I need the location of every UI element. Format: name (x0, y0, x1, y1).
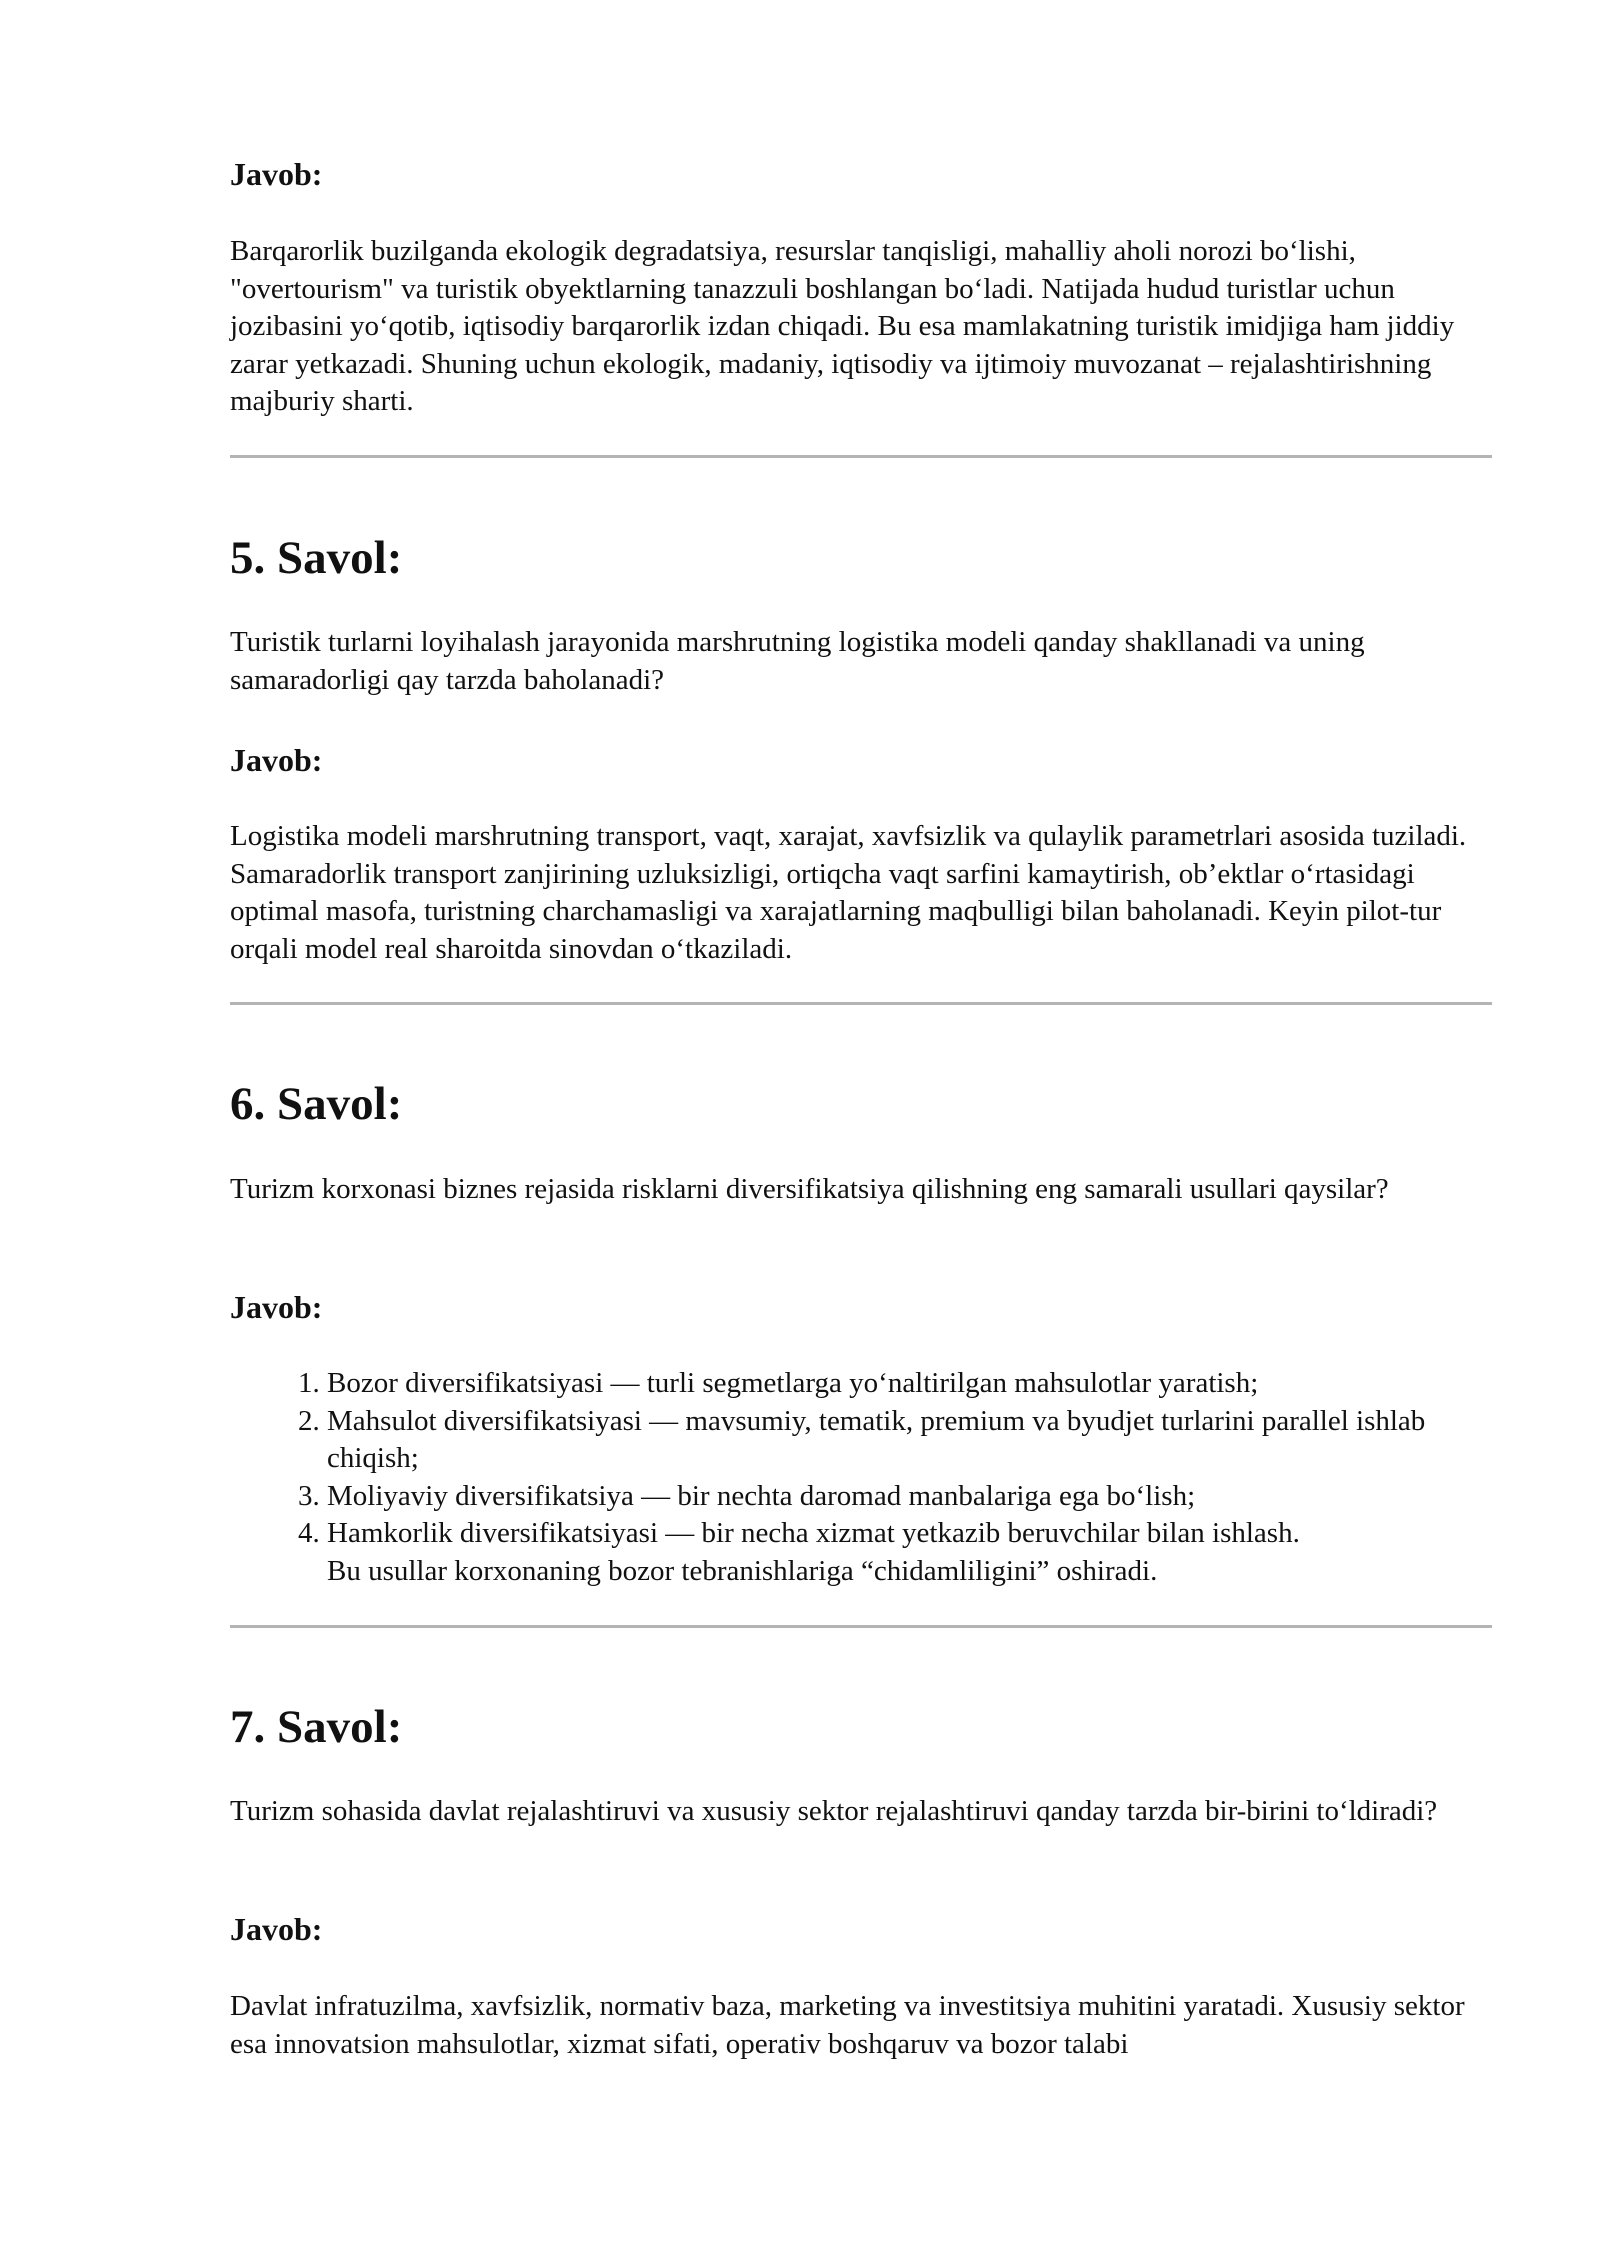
section6-answer-label (230, 1287, 1492, 1327)
answer-text: Barqarorlik buzilganda ekologik degradatsiya, resurslar tanqisligi, mahalliy aholi norozi bo‘lishi, "overtourism" va turistik obyektlarning tanazzuli boshlangan bo‘ladi. Natijada hudud turistlar uchun jozibasini yo‘qotib, iqtisodiy barqarorlik izdan chiqadi. Bu esa mamlakatning turistik imidjiga ham jiddiy zarar yetkazadi. Shuning uchun ekologik, madaniy, iqtisodiy va ijtimoiy muvozanat – rejalashtirishning majburiy sharti. (230, 235, 1455, 417)
section5-answer-label (230, 740, 1492, 780)
answer-text: Davlat infratuzilma, xavfsizlik, normativ baza, marketing va investitsiya muhitini yaratadi. Xususiy sektor esa innovatsion mahsulotlar, xizmat sifati, operativ boshqaruv va bozor talabi (230, 1990, 1465, 2060)
question-heading: 6. Savol: (230, 1078, 403, 1130)
question-heading: 5. Savol: (230, 532, 403, 584)
section7-heading (230, 1699, 1492, 1755)
section6-answer-list (230, 1365, 1492, 1590)
horizontal-rule (230, 1002, 1492, 1005)
question-heading: 7. Savol: (230, 1701, 403, 1753)
answer-label: Javob: (230, 1911, 323, 1947)
question-text: Turizm korxonasi biznes rejasida risklarni diversifikatsiya qilishning eng samarali usullari qaysilar? (230, 1173, 1389, 1205)
list-item-text: Hamkorlik diversifikatsiyasi — bir necha xizmat yetkazib beruvchilar bilan ishlash. (327, 1517, 1300, 1549)
section4-answer-label (230, 154, 1492, 194)
section5-answer (230, 818, 1492, 968)
question-text: Turizm sohasida davlat rejalashtiruvi va xususiy sektor rejalashtiruvi qanday tarzda bir-birini to‘ldiradi? (230, 1795, 1438, 1827)
divider (230, 455, 1492, 458)
section6-question (230, 1171, 1492, 1209)
list-item: 1. Bozor diversifikatsiyasi — turli segmetlarga yo‘naltirilgan mahsulotlar yaratish; (327, 1365, 1492, 1403)
section7-answer-label (230, 1909, 1492, 1949)
divider (230, 1002, 1492, 1005)
list-item (327, 1515, 1492, 1590)
section4-answer (230, 233, 1492, 421)
horizontal-rule (230, 1625, 1492, 1628)
list-item: 2. Mahsulot diversifikatsiyasi — mavsumiy, tematik, premium va byudjet turlarini parallel ishlab chiqish; (327, 1403, 1492, 1478)
section5-question (230, 624, 1492, 699)
section6-heading (230, 1076, 1492, 1132)
divider (230, 1625, 1492, 1628)
list-note: Bu usullar korxonaning bozor tebranishlariga “chidamliligini” oshiradi. (327, 1554, 1158, 1587)
answer-label: Javob: (230, 1289, 323, 1325)
list-item: 3. Moliyaviy diversifikatsiya — bir nechta daromad manbalariga ega bo‘lish; (327, 1478, 1492, 1516)
horizontal-rule (230, 455, 1492, 458)
section7-answer (230, 1988, 1492, 2063)
numbered-list (230, 1365, 1492, 1590)
question-text: Turistik turlarni loyihalash jarayonida marshrutning logistika modeli qanday shakllanadi va uning samaradorligi qay tarzda baholanadi? (230, 626, 1365, 696)
answer-text: Logistika modeli marshrutning transport, vaqt, xarajat, xavfsizlik va qulaylik parametrlari asosida tuziladi. Samaradorlik transport zanjirining uzluksizligi, ortiqcha vaqt sarfini kamaytirish, ob’ektlar o‘rtasidagi optimal masofa, turistning charchamasligi va xarajatlarning maqbulligi bilan baholanadi. Keyin pilot-tur orqali model real sharoitda sinovdan o‘tkaziladi. (230, 820, 1467, 965)
answer-label: Javob: (230, 742, 323, 778)
section5-heading (230, 530, 1492, 586)
section7-question (230, 1793, 1492, 1831)
answer-label: Javob: (230, 156, 323, 192)
